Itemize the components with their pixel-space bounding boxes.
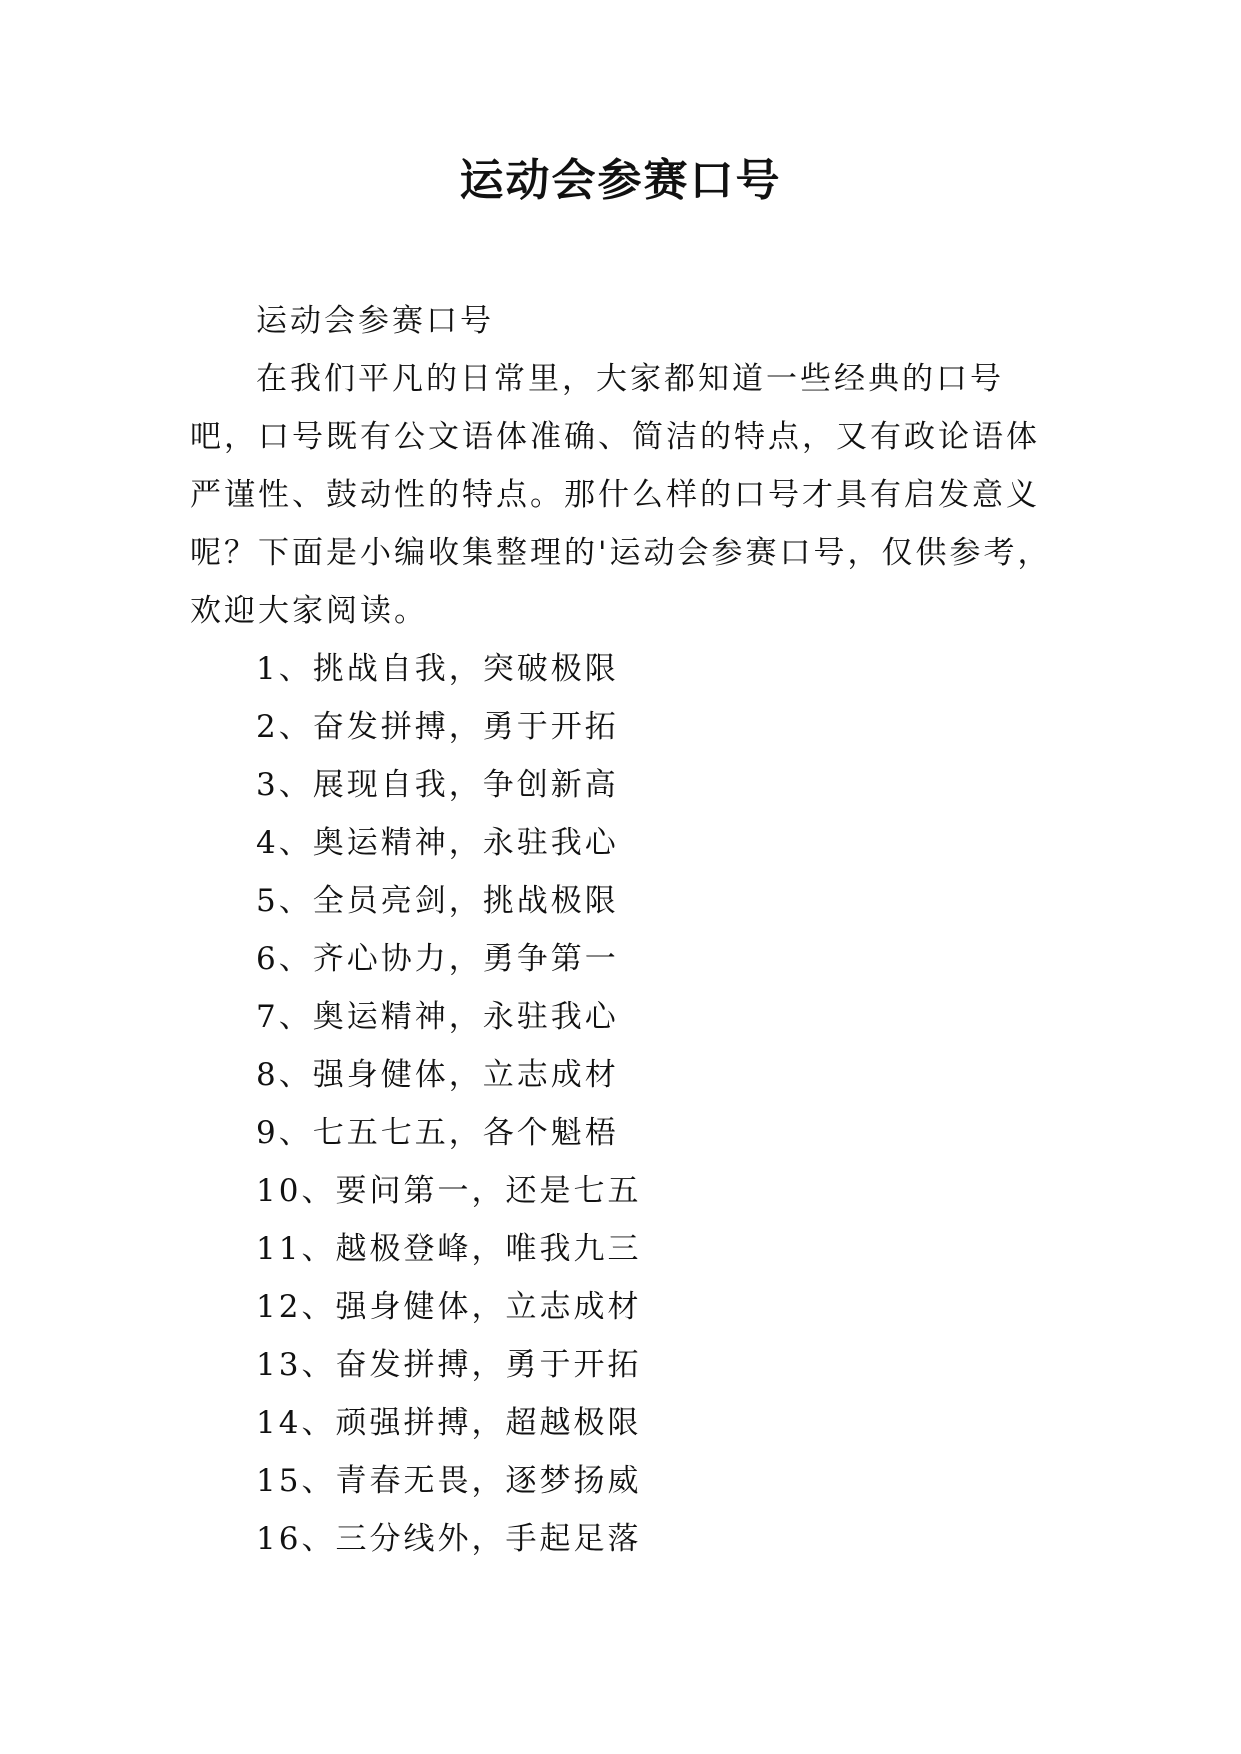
slogan-item: 14、顽强拼搏，超越极限 (256, 1405, 642, 1441)
slogan-item: 12、强身健体，立志成材 (256, 1289, 642, 1325)
slogan-item: 5、全员亮剑，挑战极限 (256, 883, 619, 919)
intro-paragraph: 在我们平凡的日常里，大家都知道一些经典的口号吧，口号既有公文语体准确、简洁的特点，又有政论语体严谨性、鼓动性的特点。那什么样的口号才具有启发意义呢？下面是小编收集整理的'运动会参赛口号，仅供参考，欢迎大家阅读。 (190, 361, 1052, 629)
slogan-item: 2、奋发拼搏，勇于开拓 (256, 709, 619, 745)
page-title: 运动会参赛口号 (459, 155, 782, 206)
slogan-item: 15、青春无畏，逐梦扬威 (256, 1463, 642, 1499)
document-subtitle: 运动会参赛口号 (256, 303, 494, 339)
slogan-list (190, 640, 1070, 1568)
slogan-item: 13、奋发拼搏，勇于开拓 (256, 1347, 642, 1383)
slogan-item: 6、齐心协力，勇争第一 (256, 941, 619, 977)
slogan-item: 1、挑战自我，突破极限 (256, 651, 619, 687)
slogan-item: 7、奥运精神，永驻我心 (256, 999, 619, 1035)
slogan-item: 16、三分线外，手起足落 (256, 1521, 642, 1557)
slogan-item: 8、强身健体，立志成材 (256, 1057, 619, 1093)
slogan-item: 3、展现自我，争创新高 (256, 767, 619, 803)
slogan-item: 4、奥运精神，永驻我心 (256, 825, 619, 861)
slogan-item: 10、要问第一，还是七五 (256, 1173, 642, 1209)
document-body (190, 292, 1070, 1568)
slogan-item: 11、越极登峰，唯我九三 (256, 1231, 642, 1267)
slogan-item: 9、七五七五，各个魁梧 (256, 1115, 619, 1151)
